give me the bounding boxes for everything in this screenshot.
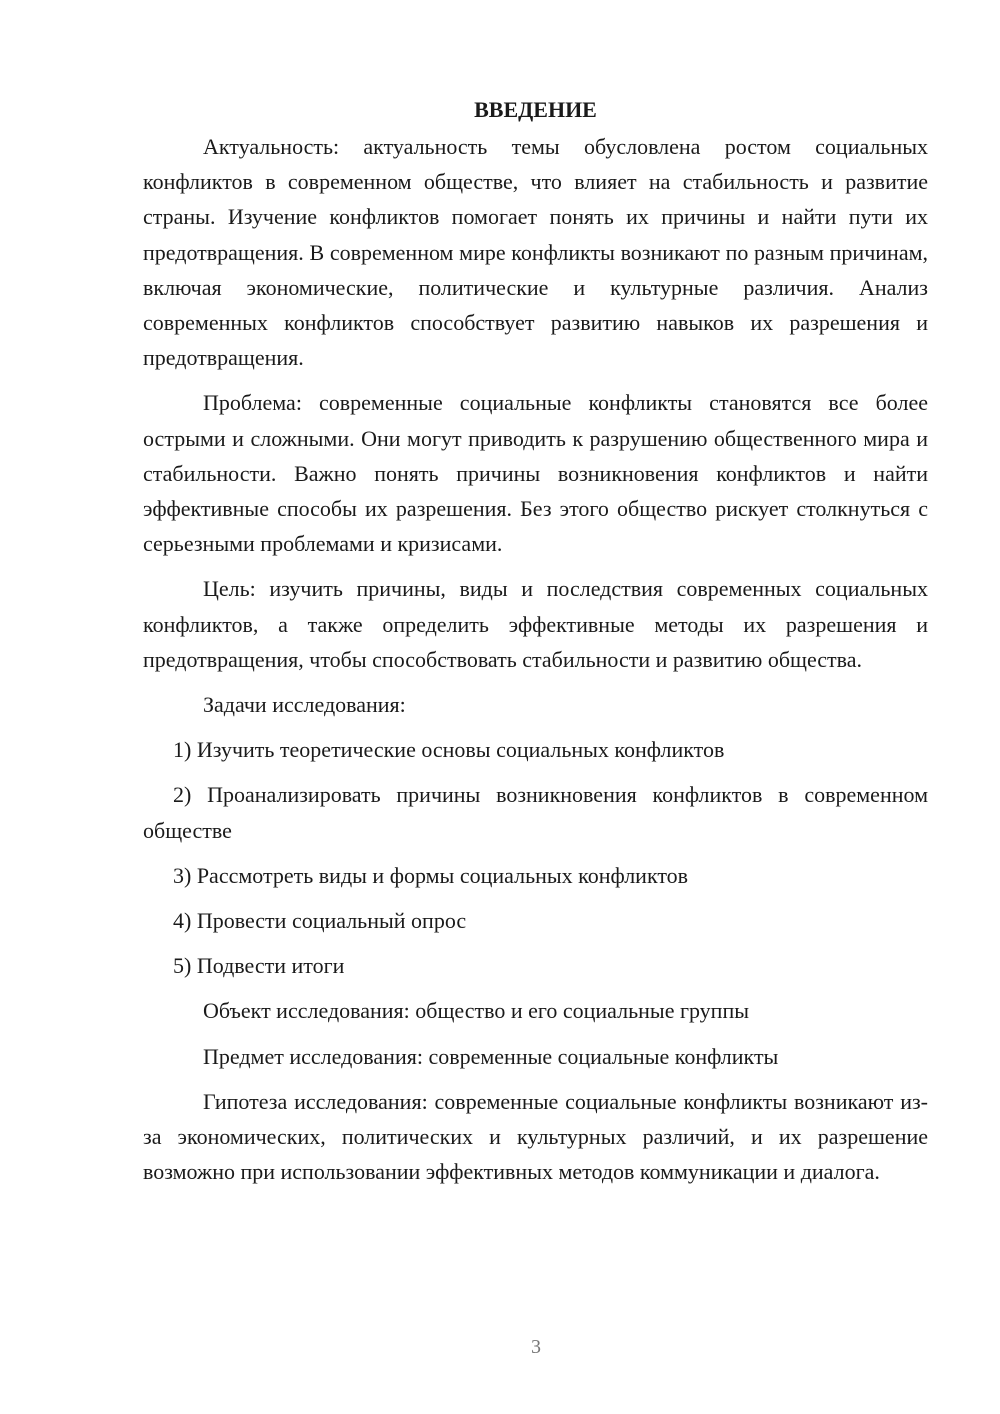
- page-content: [143, 92, 928, 1189]
- page-number: 3: [531, 1336, 541, 1358]
- goal-paragraph: Цель: изучить причины, виды и последствия современных социальных конфликтов, а также определить эффективные методы их разрешения и предотвращения, чтобы способствовать стабильности и развитию общества.: [143, 576, 928, 672]
- problem-paragraph: Проблема: современные социальные конфликты становятся все более острыми и сложными. Они могут приводить к разрушению общественного мира и стабильности. Важно понять причины возникновения конфликтов и найти эффективные способы их разрешения. Без этого общество рискует столкнуться с серьезными проблемами и кризисами.: [143, 390, 928, 557]
- object-paragraph: Объект исследования: общество и его социальные группы: [203, 998, 750, 1024]
- task-item: 4) Провести социальный опрос: [173, 908, 467, 934]
- task-item: 2) Проанализировать причины возникновения конфликтов в современном обществе: [143, 782, 928, 843]
- relevance-paragraph: Актуальность: актуальность темы обусловлена ростом социальных конфликтов в современном обществе, что влияет на стабильность и развитие страны. Изучение конфликтов помогает понять их причины и найти пути их предотвращения. В современном мире конфликты возникают по разным причинам, включая экономические, политические и культурные различия. Анализ современных конфликтов способствует развитию навыков их разрешения и предотвращения.: [143, 134, 928, 371]
- subject-paragraph: Предмет исследования: современные социальные конфликты: [203, 1043, 779, 1069]
- hypothesis-paragraph: Гипотеза исследования: современные социальные конфликты возникают из-за экономических, политических и культурных различий, и их разрешение возможно при использовании эффективных методов коммуникации и диалога.: [143, 1088, 928, 1185]
- task-item: 1) Изучить теоретические основы социальных конфликтов: [173, 737, 725, 763]
- tasks-heading: Задачи исследования:: [203, 692, 406, 718]
- task-item: 5) Подвести итоги: [173, 953, 345, 979]
- page-title: ВВЕДЕНИЕ: [474, 97, 597, 122]
- task-item: 3) Рассмотреть виды и формы социальных конфликтов: [173, 862, 689, 888]
